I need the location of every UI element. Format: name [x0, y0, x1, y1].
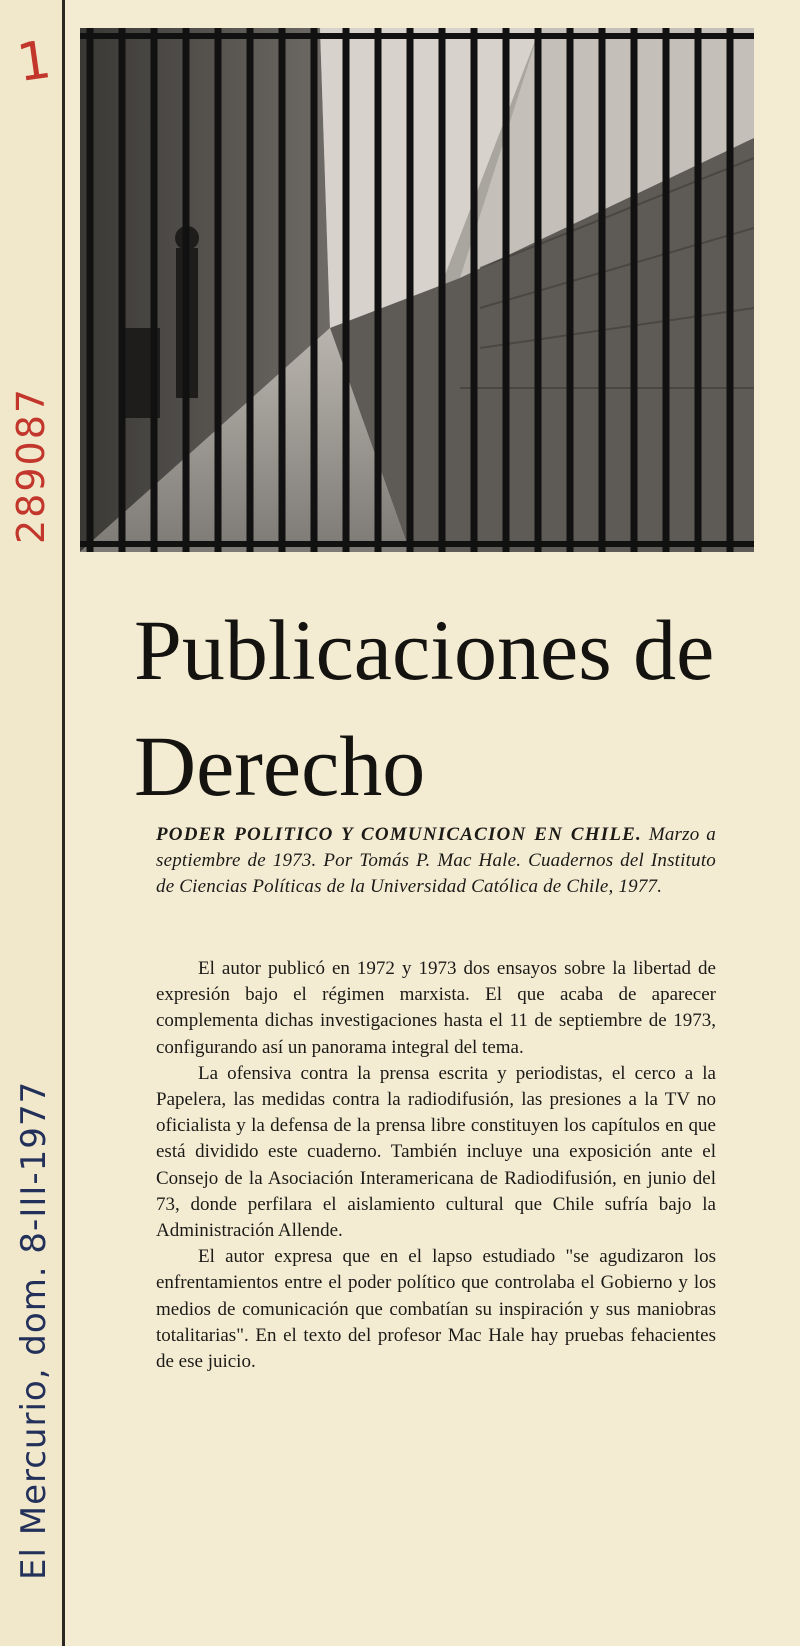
article-paragraph: El autor expresa que en el lapso estudiado "se agudizaron los enfrentamientos entre el poder político que controlaba el Gobierno y los medios de comunicación que combatían su inspiración y sus maniobras totalitarias". En el texto del profesor Mac Hale hay pruebas fehacientes de ese juicio.	[156, 1246, 716, 1373]
photo-illustration	[80, 28, 754, 552]
archive-number: 289087	[9, 386, 53, 544]
article-paragraph: El autor publicó en 1972 y 1973 dos ensayos sobre la libertad de expresión bajo el régimen marxista. El que acaba de aparecer complementa dichas investigaciones hasta el 11 de septiembre de 1973, configurando así un panorama integral del tema.	[156, 958, 716, 1058]
handwritten-mark: 1	[13, 29, 55, 95]
article-clipping	[68, 552, 760, 1646]
book-title: PODER POLITICO Y COMUNICACION EN CHILE.	[156, 824, 642, 845]
article-body	[156, 956, 716, 1375]
prison-bars-photo	[80, 28, 754, 552]
article-paragraph: La ofensiva contra la prensa escrita y periodistas, el cerco a la Papelera, las medidas contra la radiodifusión, las presiones a la TV no oficialista y la defensa de la prensa libre constituyen los capítulos en que está dividido este cuaderno. También incluye una exposición ante el Consejo de la Asociación Interamericana de Radiodifusión, en junio del 73, donde perfilara el aislamiento cultural que Chile sufría bajo la Administración Allende.	[156, 1062, 716, 1242]
book-details: Marzo a septiembre de 1973. Por Tomás P. Mac Hale. Cuadernos del Instituto de Ciencias Políticas de la Universidad Católica de Chile, 1977.	[156, 824, 716, 897]
book-reference	[156, 822, 716, 900]
margin-rule	[62, 0, 65, 1646]
article-headline: Publicaciones de Derecho	[134, 602, 715, 814]
source-note: El Mercurio, dom. 8-III-1977	[14, 1080, 54, 1580]
